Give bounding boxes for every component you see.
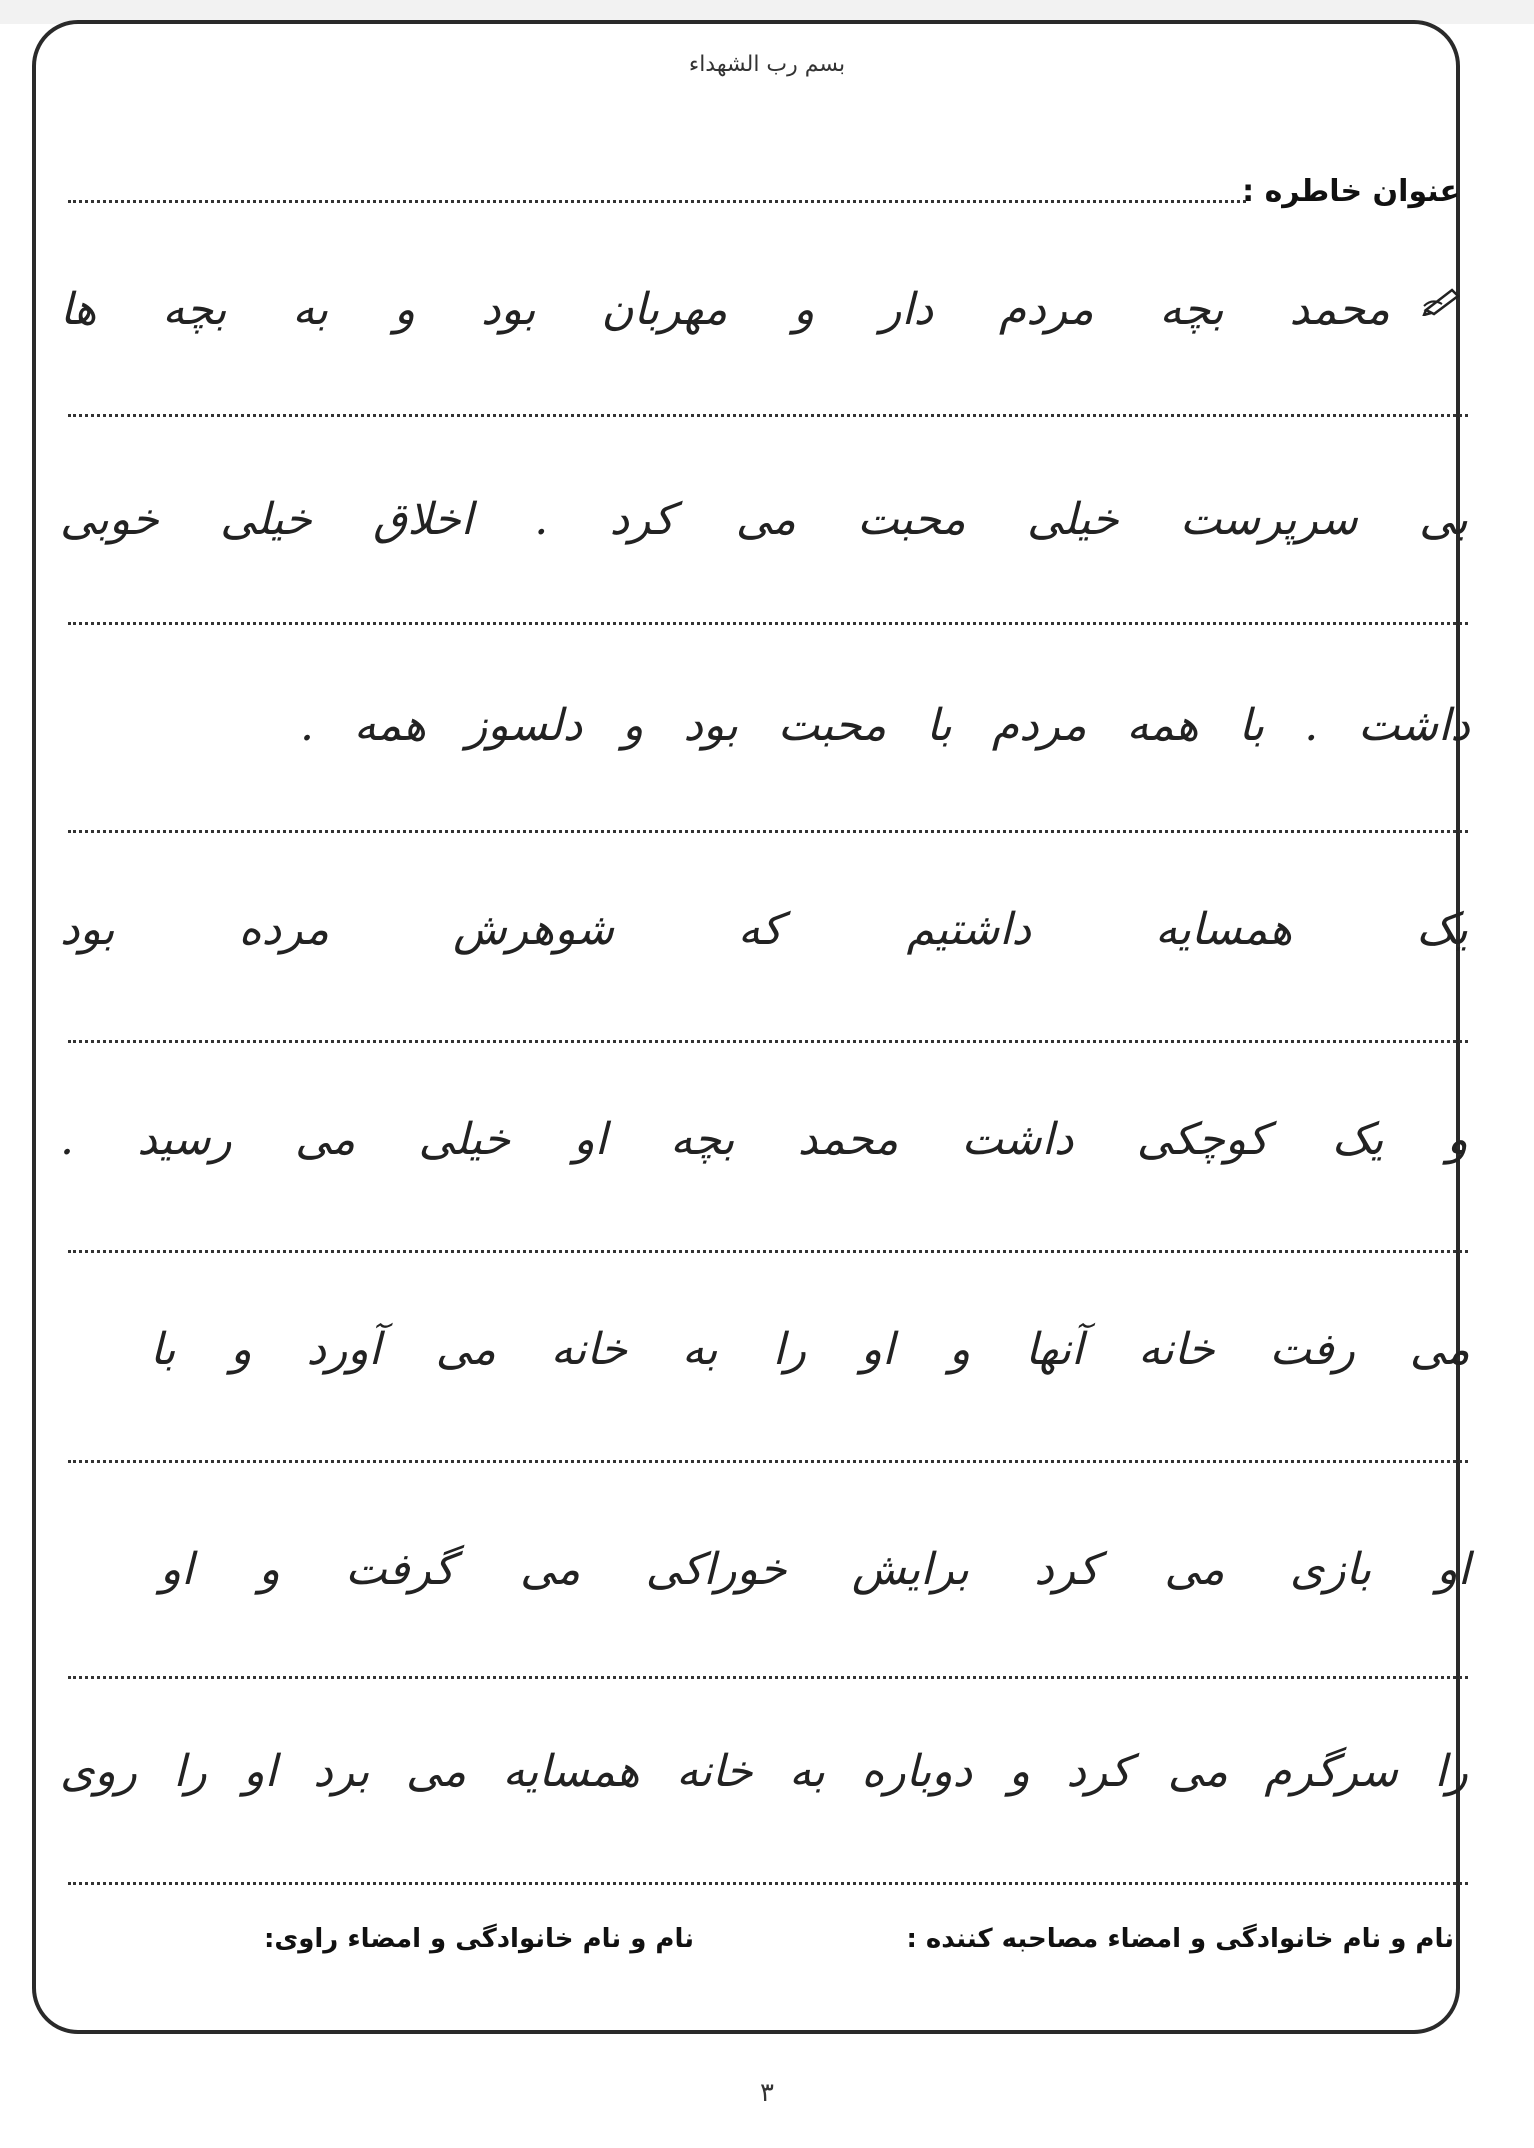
handwritten-line-6: می رفت خانه آنها و او را به خانه می آورد و با (150, 1324, 1470, 1375)
dotted-line-7 (68, 1676, 1468, 1679)
handwritten-line-2: بی سرپرست خیلی محبت می کرد . اخلاق خیلی خوبی (60, 494, 1468, 545)
memory-title-label: عنوان خاطره : (1242, 174, 1460, 209)
dotted-line-1 (68, 414, 1468, 417)
handwritten-line-5: و یک کوچکی داشت محمد بچه او خیلی می رسید . (60, 1114, 1468, 1165)
dotted-line-6 (68, 1460, 1468, 1463)
dotted-line-3 (68, 830, 1468, 833)
interviewer-signature-label: نام و نام خانوادگی و امضاء مصاحبه کننده : (906, 1924, 1454, 1954)
handwritten-line-1: محمد بچه مردم دار و مهربان بود و به بچه ها (60, 284, 1390, 335)
pen-icon (1422, 284, 1462, 316)
memory-title-dotted-line (68, 200, 1246, 203)
handwritten-line-7: او بازی می کرد برایش خوراکی می گرفت و او (160, 1544, 1470, 1595)
handwritten-line-8: را سرگرم می کرد و دوباره به خانه همسایه می برد او را روی (60, 1746, 1468, 1797)
dotted-line-2 (68, 622, 1468, 625)
page-header-title: بسم رب الشهداء (688, 52, 846, 77)
handwritten-line-4: یک همسایه داشتیم که شوهرش مرده بود (60, 904, 1468, 955)
handwritten-line-3: داشت . با همه مردم با محبت بود و دلسوز همه . (300, 700, 1470, 751)
narrator-signature-label: نام و نام خانوادگی و امضاء راوی: (264, 1924, 694, 1954)
dotted-line-8 (68, 1882, 1468, 1885)
dotted-line-4 (68, 1040, 1468, 1043)
page-number: ۳ (760, 2078, 774, 2108)
dotted-line-5 (68, 1250, 1468, 1253)
